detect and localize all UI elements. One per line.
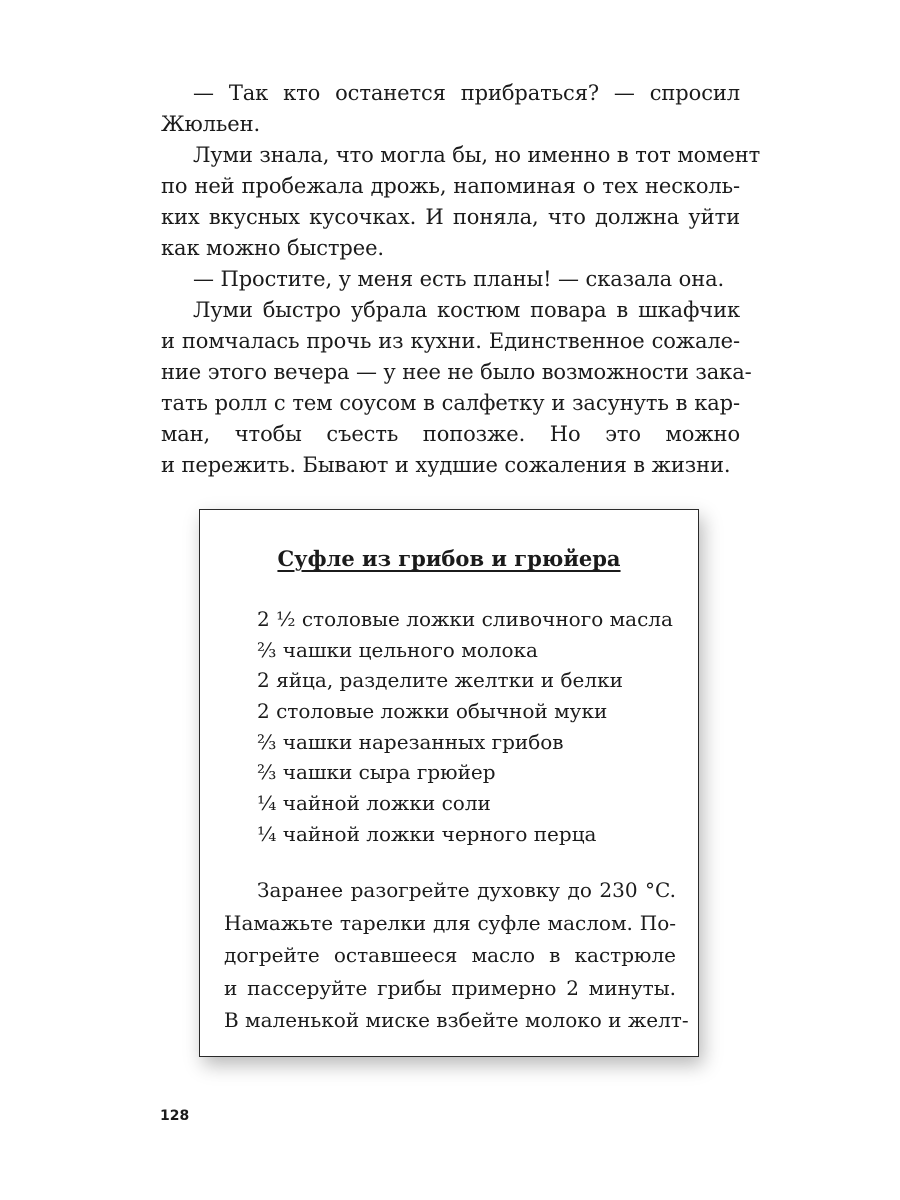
text-line: Луми быстро убрала костюм повара в шкафчик (193, 298, 740, 322)
text-line: ман, чтобы съесть попозже. Но это можно (161, 422, 740, 446)
ingredient-item: ¼ чайной ложки соли (257, 791, 491, 816)
ingredient-item: 2 ½ столовые ложки сливочного масла (257, 607, 673, 631)
recipe-method (224, 874, 689, 1037)
text-line: как можно быстрее. (161, 236, 384, 260)
method-line: Намажьте тарелки для суфле маслом. По- (224, 910, 676, 935)
ingredient-item: 2 столовые ложки обычной муки (257, 699, 608, 724)
page-number: 128 (160, 1108, 190, 1124)
ingredient-item: ¼ чайной ложки черного перца (257, 821, 597, 846)
text-line: и помчалась прочь из кухни. Единственное сожале- (161, 329, 740, 353)
text-line: Жюльен. (161, 112, 261, 136)
text-line: ких вкусных кусочках. И поняла, что должна уйти (161, 205, 740, 229)
ingredient-item: ⅔ чашки цельного молока (257, 637, 538, 662)
ingredient-list (257, 604, 687, 850)
text-line: — Простите, у меня есть планы! — сказала она. (193, 267, 725, 291)
recipe-title: Суфле из грибов и грюйера (277, 546, 621, 571)
story-text (161, 78, 761, 481)
ingredient-item: ⅔ чашки нарезанных грибов (257, 729, 564, 754)
text-line: Луми знала, что могла бы, но именно в тот момент (193, 143, 761, 167)
text-line: ние этого вечера — у нее не было возможности зака- (161, 360, 752, 384)
text-line: по ней пробежала дрожь, напоминая о тех несколь- (161, 174, 740, 198)
text-line: — Так кто останется прибраться? — спросил (193, 81, 740, 105)
method-line: В маленькой миске взбейте молоко и желт- (224, 1008, 689, 1032)
text-line: тать ролл с тем соусом в салфетку и засунуть в кар- (161, 391, 740, 415)
method-line: и пассеруйте грибы примерно 2 минуты. (224, 975, 676, 1000)
text-line: и пережить. Бывают и худшие сожаления в жизни. (161, 453, 731, 477)
method-line: Заранее разогрейте духовку до 230 °C. (257, 878, 676, 902)
method-line: догрейте оставшееся масло в кастрюле (224, 943, 676, 967)
ingredient-item: ⅔ чашки сыра грюйер (257, 760, 496, 785)
recipe-box (199, 509, 699, 1057)
ingredient-item: 2 яйца, разделите желтки и белки (257, 668, 623, 693)
